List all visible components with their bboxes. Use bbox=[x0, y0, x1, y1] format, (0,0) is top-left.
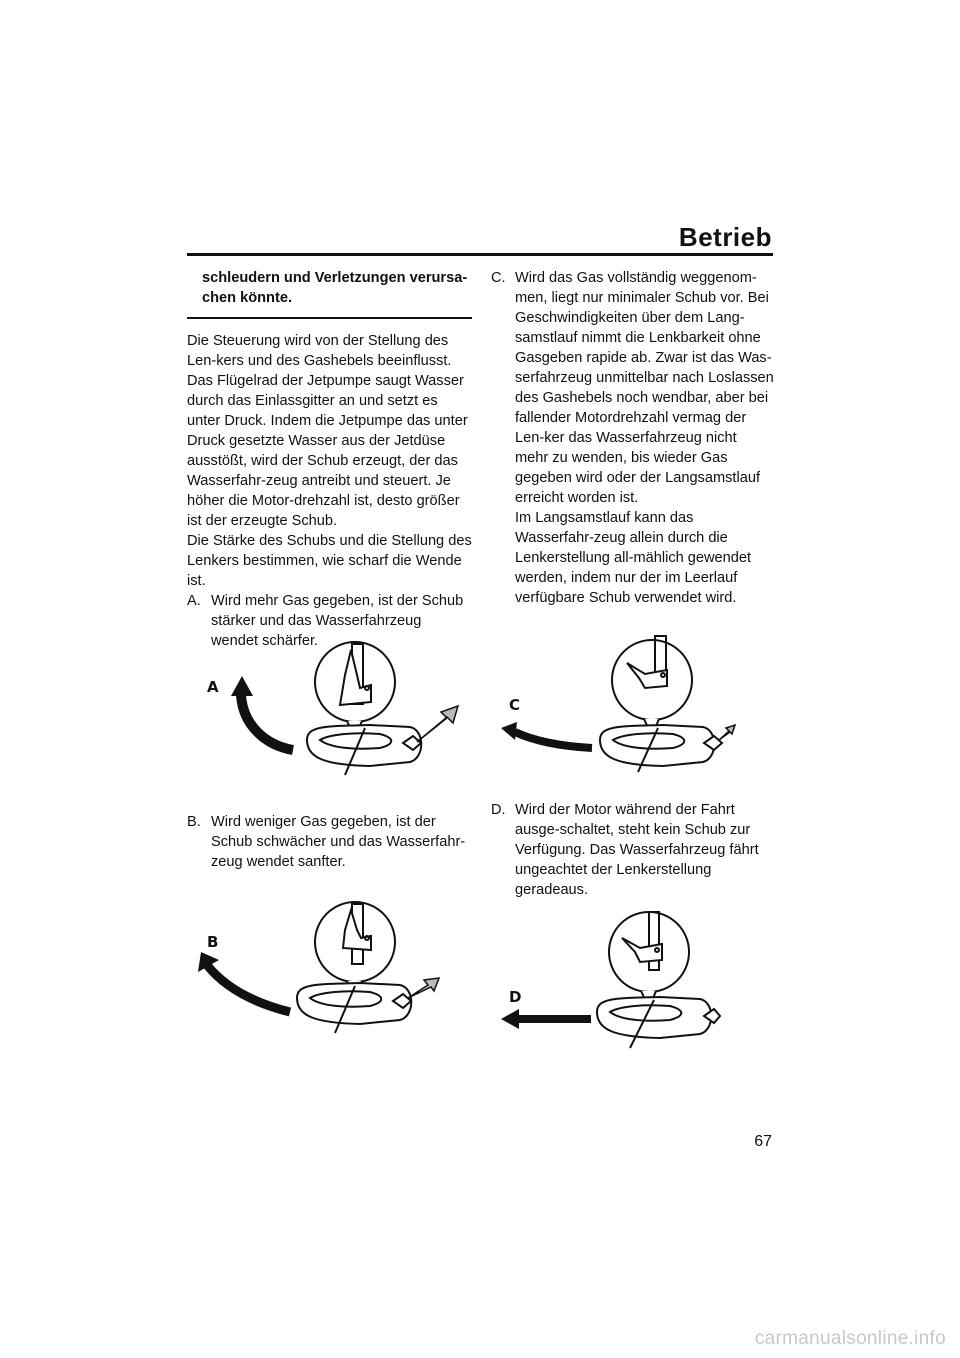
header-rule bbox=[187, 253, 773, 256]
watercraft-top-view bbox=[297, 983, 411, 1033]
list-item-c bbox=[491, 268, 774, 608]
list-item-b bbox=[187, 812, 472, 872]
list-label-a: A. bbox=[187, 593, 201, 609]
figure-label-c: C bbox=[509, 696, 521, 714]
list-text-c: Wird das Gas vollständig weggenom-men, liegt nur minimaler Schub vor. Bei Geschwindigkeiten über dem Lang-samstlauf nimmt die Lenkbarkeit ohne Gasgeben rapide ab. Zwar ist das Was-serfahrzeug unmittelbar nach Loslassen des Gashebels noch wendbar, aber bei fallender Motordrehzahl vermag der Len-ker das Wasserfahrzeug nicht mehr zu wenden, bis wieder Gas gegeben wird oder der Langsamstlauf erreicht worden ist. bbox=[515, 270, 774, 506]
watercraft-top-view bbox=[307, 725, 421, 775]
warning-continuation: schleudern und Verletzungen verursa-chen könnte. bbox=[202, 270, 468, 306]
page-title: Betrieb bbox=[678, 222, 772, 252]
page-number: 67 bbox=[754, 1133, 772, 1150]
paragraph-jetpump: Das Flügelrad der Jetpumpe saugt Wasser durch das Einlassgitter an und setzt es unter Druck. Indem die Jetpumpe das unter Druck gesetzte Wasser aus der Jetdüse ausstößt, wird der Schub erzeugt, der das Wasserfahr-zeug antreibt und steuert. Je höher die Motor-drehzahl ist, desto größer ist der erzeugte Schub. bbox=[187, 373, 468, 529]
handlebar-detail-circle bbox=[612, 636, 692, 736]
thrust-arrow-medium bbox=[408, 978, 439, 998]
right-column bbox=[491, 268, 774, 608]
list-item-d bbox=[491, 800, 774, 900]
turn-arrow-b bbox=[207, 965, 290, 1012]
paragraph-thrust: Die Stärke des Schubs und die Stellung des Lenkers bestimmen, wie scharf die Wende ist. bbox=[187, 533, 472, 589]
figure-label-b: B bbox=[207, 933, 219, 951]
left-column-lower bbox=[187, 812, 472, 872]
watercraft-top-view bbox=[597, 997, 720, 1048]
thrust-arrow-large bbox=[417, 706, 458, 742]
list-label-c: C. bbox=[491, 270, 506, 286]
paragraph-steering: Die Steuerung wird von der Stellung des Len-kers und des Gashebels beeinflusst. bbox=[187, 333, 452, 369]
handlebar-detail-circle bbox=[315, 642, 395, 738]
list-text-c2: Im Langsamstlauf kann das Wasserfahr-zeug allein durch die Lenkerstellung all-mählich gewendet werden, indem nur der im Leerlauf verfügbare Schub verwendet wird. bbox=[515, 510, 752, 606]
figure-c bbox=[497, 628, 772, 778]
figure-a bbox=[195, 630, 470, 780]
list-text-a: Wird mehr Gas gegeben, ist der Schub stärker und das Wasserfahrzeug wendet schärfer. bbox=[211, 593, 464, 649]
list-text-b: Wird weniger Gas gegeben, ist der Schub schwächer und das Wasserfahr-zeug wendet sanfter. bbox=[211, 814, 466, 870]
list-text-d: Wird der Motor während der Fahrt ausge-schaltet, steht kein Schub zur Verfügung. Das Wasserfahrzeug fährt ungeachtet der Lenkerstellung geradeaus. bbox=[515, 802, 759, 898]
turn-arrow-c bbox=[515, 732, 592, 748]
handlebar-detail-circle bbox=[609, 912, 689, 1008]
list-label-d: D. bbox=[491, 802, 506, 818]
warning-end-rule bbox=[187, 317, 472, 319]
figure-b bbox=[195, 890, 470, 1040]
figure-d bbox=[497, 900, 772, 1050]
left-column bbox=[187, 268, 472, 651]
thrust-arrow-small bbox=[719, 725, 735, 740]
list-label-b: B. bbox=[187, 814, 201, 830]
turn-arrow-a bbox=[241, 695, 293, 750]
figure-label-a: A bbox=[207, 678, 219, 696]
figure-label-d: D bbox=[509, 988, 522, 1006]
watermark: carmanualsonline.info bbox=[754, 1328, 946, 1349]
watercraft-top-view bbox=[600, 725, 722, 772]
right-column-lower bbox=[491, 800, 774, 900]
